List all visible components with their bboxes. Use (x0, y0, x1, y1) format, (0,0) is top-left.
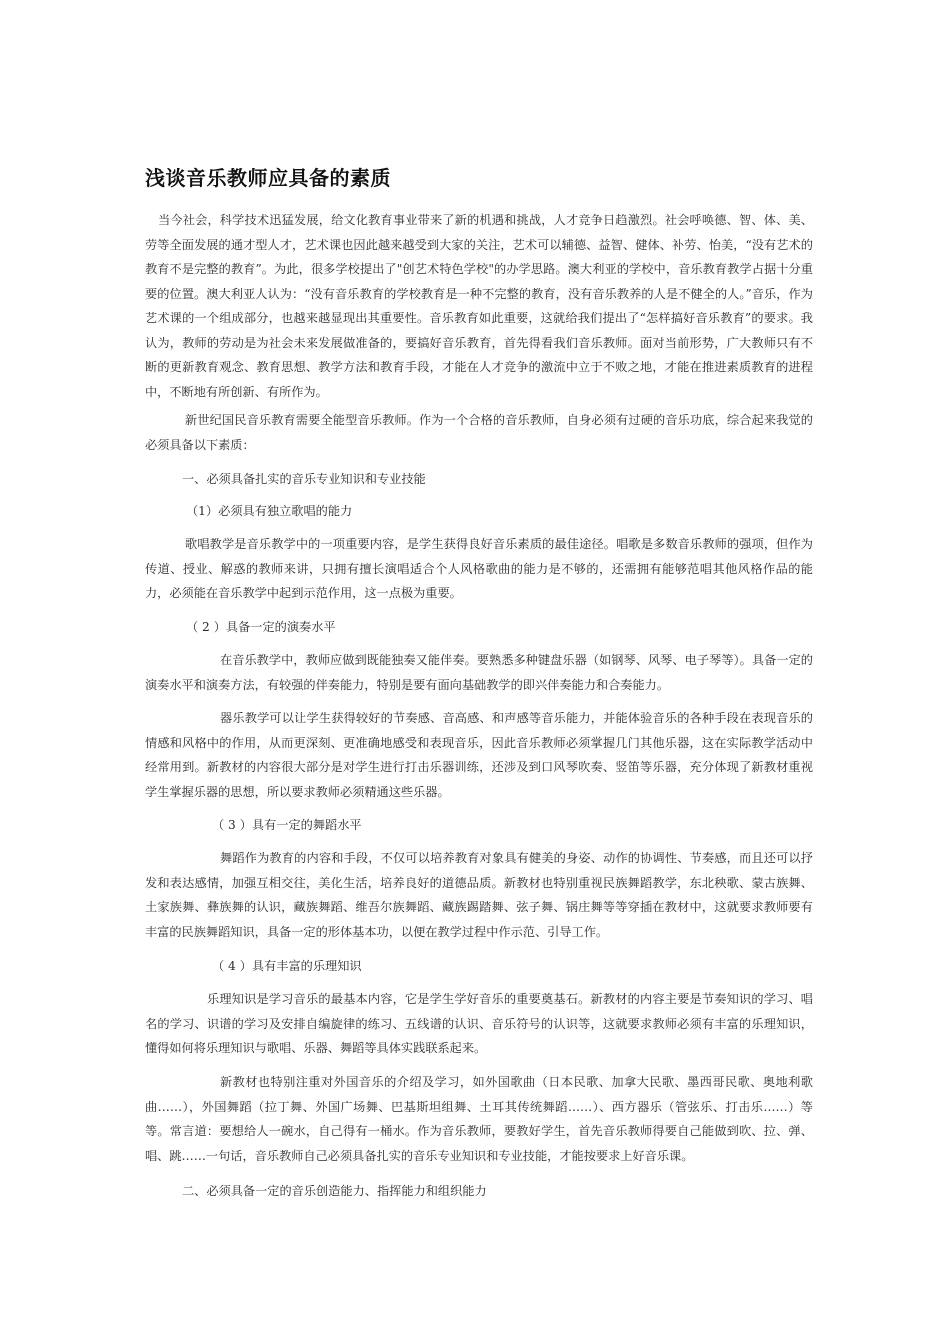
section-2-heading: 二、必须具备一定的音乐创造能力、指挥能力和组织能力 (182, 1184, 487, 1198)
subsection-4-paragraph-1: 乐理知识是学习音乐的最基本内容，它是学生学好音乐的重要奠基石。新教材的内容主要是节奏知识的学习、唱名的学习、识谱的学习及安排自编旋律的练习、五线谱的认识、音乐符号的认识等，这就要求教师必须有丰富的乐理知识，懂得如何将乐理知识与歌唱、乐器、舞蹈等具体实践联系起来。 (145, 992, 813, 1055)
section-1-heading: 一、必须具备扎实的音乐专业知识和专业技能 (182, 472, 426, 486)
subsection-3-paragraph: 舞蹈作为教育的内容和手段，不仅可以培养教育对象具有健美的身姿、动作的协调性、节奏感，而且还可以抒发和表达感情，加强互相交往，美化生活，培养良好的道德品质。新教材也特别重视民族舞蹈教学，东北秧歌、蒙古族舞、土家族舞、彝族舞的认识，藏族舞蹈、维吾尔族舞蹈、藏族踢踏舞、弦子舞、锅庄舞等等穿插在教材中，这就要求教师要有丰富的民族舞蹈知识，具备一定的形体基本功，以便在教学过程中作示范、引导工作。 (145, 851, 813, 939)
subsection-2-paragraph-1: 在音乐教学中，教师应做到既能独奏又能伴奏。要熟悉多种键盘乐器（如钢琴、风琴、电子琴等）。具备一定的演奏水平和演奏方法，有较强的伴奏能力，特别是要有面向基础教学的即兴伴奏能力和合奏能力。 (145, 653, 813, 692)
intro-paragraph-2: 新世纪国民音乐教育需要全能型音乐教师。作为一个合格的音乐教师，自身必须有过硬的音乐功底，综合起来我觉的必须具备以下素质： (145, 413, 813, 452)
subsection-1-paragraph: 歌唱教学是音乐教学中的一项重要内容，是学生获得良好音乐素质的最佳途径。唱歌是多数音乐教师的强项，但作为传道、授业、解惑的教师来讲，只拥有擅长演唱适合个人风格歌曲的能力是不够的，还需拥有能够范唱其他风格作品的能力，必须能在音乐教学中起到示范作用，这一点极为重要。 (145, 537, 813, 600)
intro-paragraph-1: 当今社会，科学技术迅猛发展，给文化教育事业带来了新的机遇和挑战，人才竞争日趋激烈。社会呼唤德、智、体、美、劳等全面发展的通才型人才，艺术课也因此越来越受到大家的关注，艺术可以辅德、益智、健体、补劳、怡美，“没有艺术的教育不是完整的教育”。为此，很多学校提出了"创艺术特色学校"的办学思路。澳大利亚的学校中，音乐教育教学占据十分重要的位置。澳大利亚人认为：“没有音乐教育的学校教育是一种不完整的教育，没有音乐教养的人是不健全的人。”音乐，作为艺术课的一个组成部分，也越来越显现出其重要性。音乐教育如此重要，这就给我们提出了“怎样搞好音乐教育”的要求。我认为，教师的劳动是为社会未来发展做准备的，要搞好音乐教育，首先得看我们音乐教师。面对当前形势，广大教师只有不断的更新教育观念、教育思想、教学方法和教育手段，才能在人才竞争的激流中立于不败之地，才能在推进素质教育的进程中，不断地有所创新、有所作为。 (145, 213, 813, 399)
subsection-2-heading: （ 2 ）具备一定的演奏水平 (186, 620, 336, 634)
subsection-4-paragraph-2: 新教材也特别注重对外国音乐的介绍及学习，如外国歌曲（日本民歌、加拿大民歌、墨西哥民歌、奥地利歌曲……），外国舞蹈（拉丁舞、外国广场舞、巴基斯坦组舞、土耳其传统舞蹈……）、西方器乐（管弦乐、打击乐……）等等。常言道：要想给人一碗水，自己得有一桶水。作为音乐教师，要教好学生，首先音乐教师得要自己能做到吹、拉、弹、唱、跳……一句话，音乐教师自己必须具备扎实的音乐专业知识和专业技能，才能按要求上好音乐课。 (145, 1075, 813, 1163)
subsection-4-heading: （ 4 ）具有丰富的乐理知识 (212, 959, 362, 973)
subsection-2-paragraph-2: 器乐教学可以让学生获得较好的节奏感、音高感、和声感等音乐能力，并能体验音乐的各种手段在表现音乐的情感和风格中的作用，从而更深刻、更准确地感受和表现音乐，因此音乐教师必须掌握几门其他乐器，这在实际教学活动中经常用到。新教材的内容很大部分是对学生进行打击乐器训练，还涉及到口风琴吹奏、竖笛等乐器，充分体现了新教材重视学生掌握乐器的思想，所以要求教师必须精通这些乐器。 (145, 711, 813, 799)
subsection-3-heading: （ 3 ）具有一定的舞蹈水平 (212, 818, 362, 832)
document-title: 浅谈音乐教师应具备的素质 (145, 166, 391, 190)
subsection-1-heading: （1）必须具有独立歌唱的能力 (186, 504, 353, 518)
